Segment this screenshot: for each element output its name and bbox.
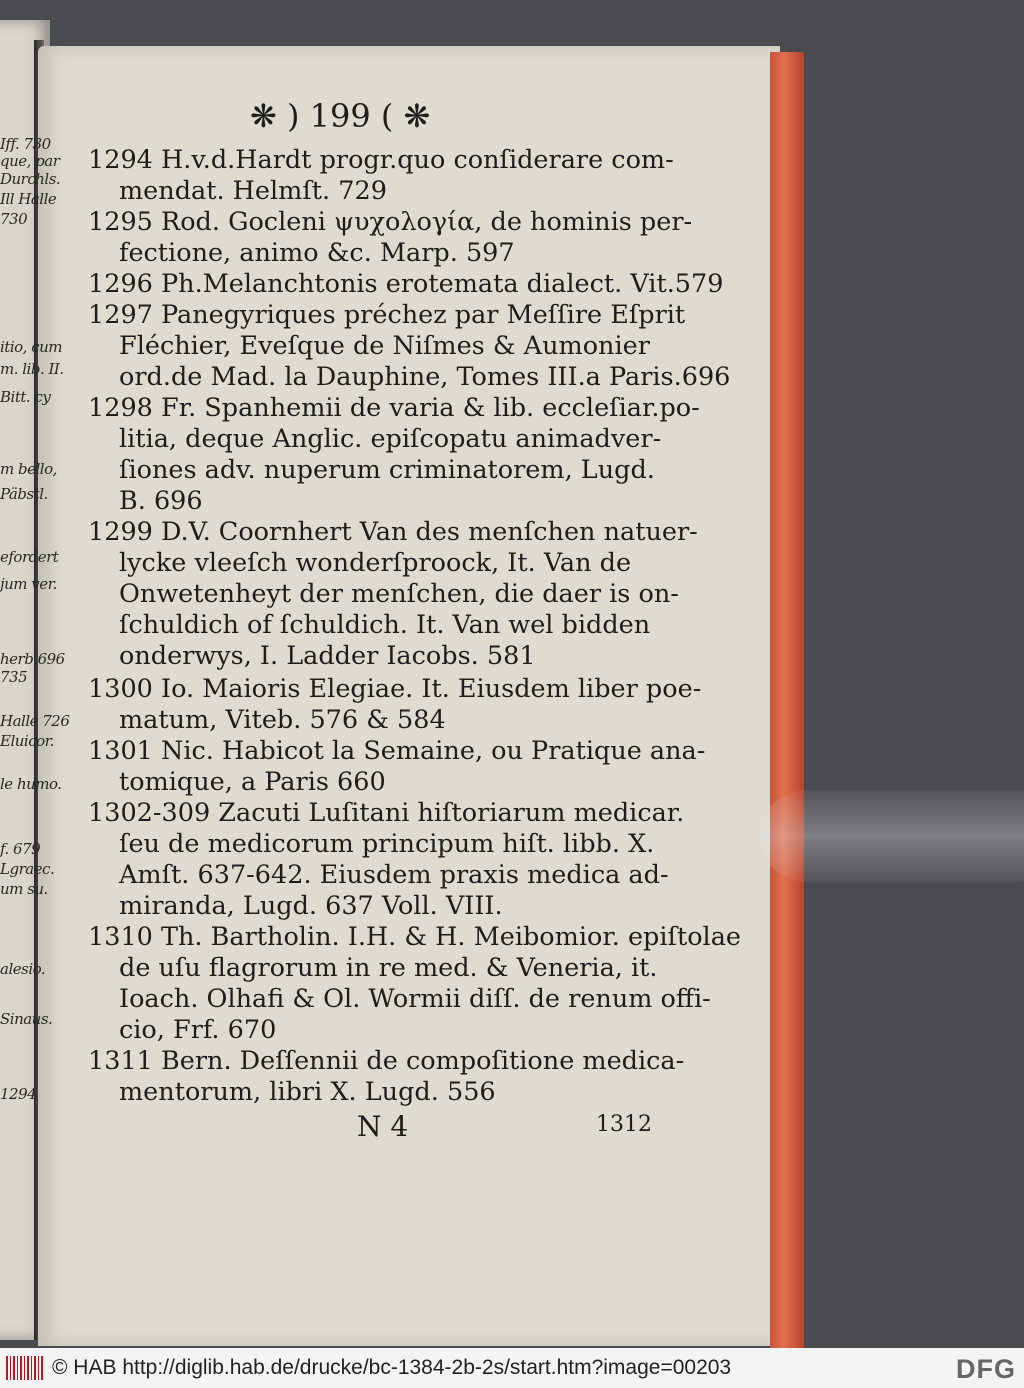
entry-continuation-line: matum, Viteb. 576 & 584 [119,705,446,735]
margin-note: m bello, [0,460,57,478]
entry-first-line: 1300 Io. Maioris Elegiae. It. Eiusdem liber poe- [88,674,702,704]
page-header: ❋ ) 199 ( ❋ [250,97,431,135]
entry-continuation-line: mendat. Helmſt. 729 [119,176,387,206]
catalogue-entry [88,736,706,798]
signature-mark: N 4 [357,1110,409,1143]
margin-note: herb.696 [0,650,65,668]
copyright-url[interactable]: © HAB http://diglib.hab.de/drucke/bc-1384-2b-2s/start.htm?image=00203 [52,1356,732,1379]
catalogue-entry [88,922,742,1046]
margin-note: itio, cum [0,338,62,356]
catalogue-entry [88,145,674,207]
catalogue-entry [88,300,731,393]
margin-note: 735 [0,668,28,686]
margin-note: m. lib. II. [0,360,64,378]
entry-continuation-line: ſeu de medicorum principum hiſt. libb. X. [119,829,655,859]
margin-note: que, par [0,152,60,170]
margin-note: alesio. [0,960,46,978]
margin-note: 730 [0,210,28,228]
entry-continuation-line: ſiones adv. nuperum criminatorem, Lugd. [119,455,655,485]
margin-note: Päbstl. [0,485,48,503]
margin-note: Lgraec. [0,860,55,878]
margin-note: jum ver. [0,575,57,593]
entry-continuation-line: Onwetenheyt der menſchen, die daer is on- [119,579,679,609]
entry-continuation-line: B. 696 [119,486,203,516]
red-page-edges [770,52,804,1348]
catalogue-entry [88,269,724,300]
margin-note: Eluicor. [0,732,54,750]
entry-continuation-line: Ioach. Olhafi & Ol. Wormii diſſ. de renum offi- [119,984,711,1014]
entry-continuation-line: tomique, a Paris 660 [119,767,386,797]
entry-continuation-line: ord.de Mad. la Dauphine, Tomes III.a Paris.696 [119,362,731,392]
margin-note: Sinaus. [0,1010,53,1028]
catalogue-entry [88,207,693,269]
entry-continuation-line: onderwys, I. Ladder Iacobs. 581 [119,641,536,671]
catalogue-entry [88,393,700,517]
margin-note: efordert [0,548,59,566]
entry-continuation-line: miranda, Lugd. 637 Voll. VIII. [119,891,503,921]
entry-continuation-line: lycke vleeſch wonderſproock, It. Van de [119,548,632,578]
margin-note: Bitt. cy [0,388,51,406]
catalogue-entry [88,798,685,922]
margin-note: Halle 726 [0,712,70,730]
margin-note: f. 679 [0,840,41,858]
entry-first-line: 1302-309 Zacuti Luſitani hiſtoriarum medicar. [88,798,685,828]
entry-first-line: 1297 Panegyriques préchez par Meſſire Eſprit [88,300,686,330]
footer-bar [0,1348,1024,1388]
margin-note: um su. [0,880,48,898]
entry-first-line: 1311 Bern. Deſſennii de compoſitione medica- [88,1046,685,1076]
margin-note: Iff. 730 [0,135,51,153]
catalogue-entry [88,517,698,672]
entry-continuation-line: litia, deque Anglic. epiſcopatu animadver- [119,424,662,454]
entry-continuation-line: Amſt. 637-642. Eiusdem praxis medica ad- [119,860,669,890]
catalogue-entry [88,1046,685,1108]
margin-note: Durchls. [0,170,61,188]
entry-first-line: 1310 Th. Bartholin. I.H. & H. Meibomior. epiſtolae [88,922,742,952]
barcode-icon [6,1356,44,1380]
entry-continuation-line: fectione, animo &c. Marp. 597 [119,238,515,268]
catchword: 1312 [596,1112,652,1137]
entry-first-line: 1301 Nic. Habicot la Semaine, ou Pratique ana- [88,736,706,766]
catalogue-entry [88,674,702,736]
margin-note: 1294 [0,1085,37,1103]
entry-continuation-line: Fléchier, Eveſque de Niſmes & Aumonier [119,331,650,361]
entry-continuation-line: de uſu flagrorum in re med. & Veneria, it. [119,953,658,983]
entry-first-line: 1298 Fr. Spanhemii de varia & lib. eccleſiar.po- [88,393,700,423]
margin-note: Ill Halle [0,190,57,208]
entry-continuation-line: ſchuldich of ſchuldich. It. Van wel bidden [119,610,651,640]
dfg-logo: DFG [956,1354,1016,1384]
margin-note: le humo. [0,775,62,793]
entry-first-line: 1295 Rod. Gocleni ψυχολογία, de hominis per- [88,207,693,237]
entry-first-line: 1296 Ph.Melanchtonis erotemata dialect. Vit.579 [88,269,724,299]
entry-continuation-line: mentorum, libri X. Lugd. 556 [119,1077,496,1107]
entry-first-line: 1294 H.v.d.Hardt progr.quo conſiderare com- [88,145,674,175]
book-clamp [760,790,1024,882]
entry-first-line: 1299 D.V. Coornhert Van des menſchen natuer- [88,517,698,547]
entry-continuation-line: cio, Frf. 670 [119,1015,277,1045]
